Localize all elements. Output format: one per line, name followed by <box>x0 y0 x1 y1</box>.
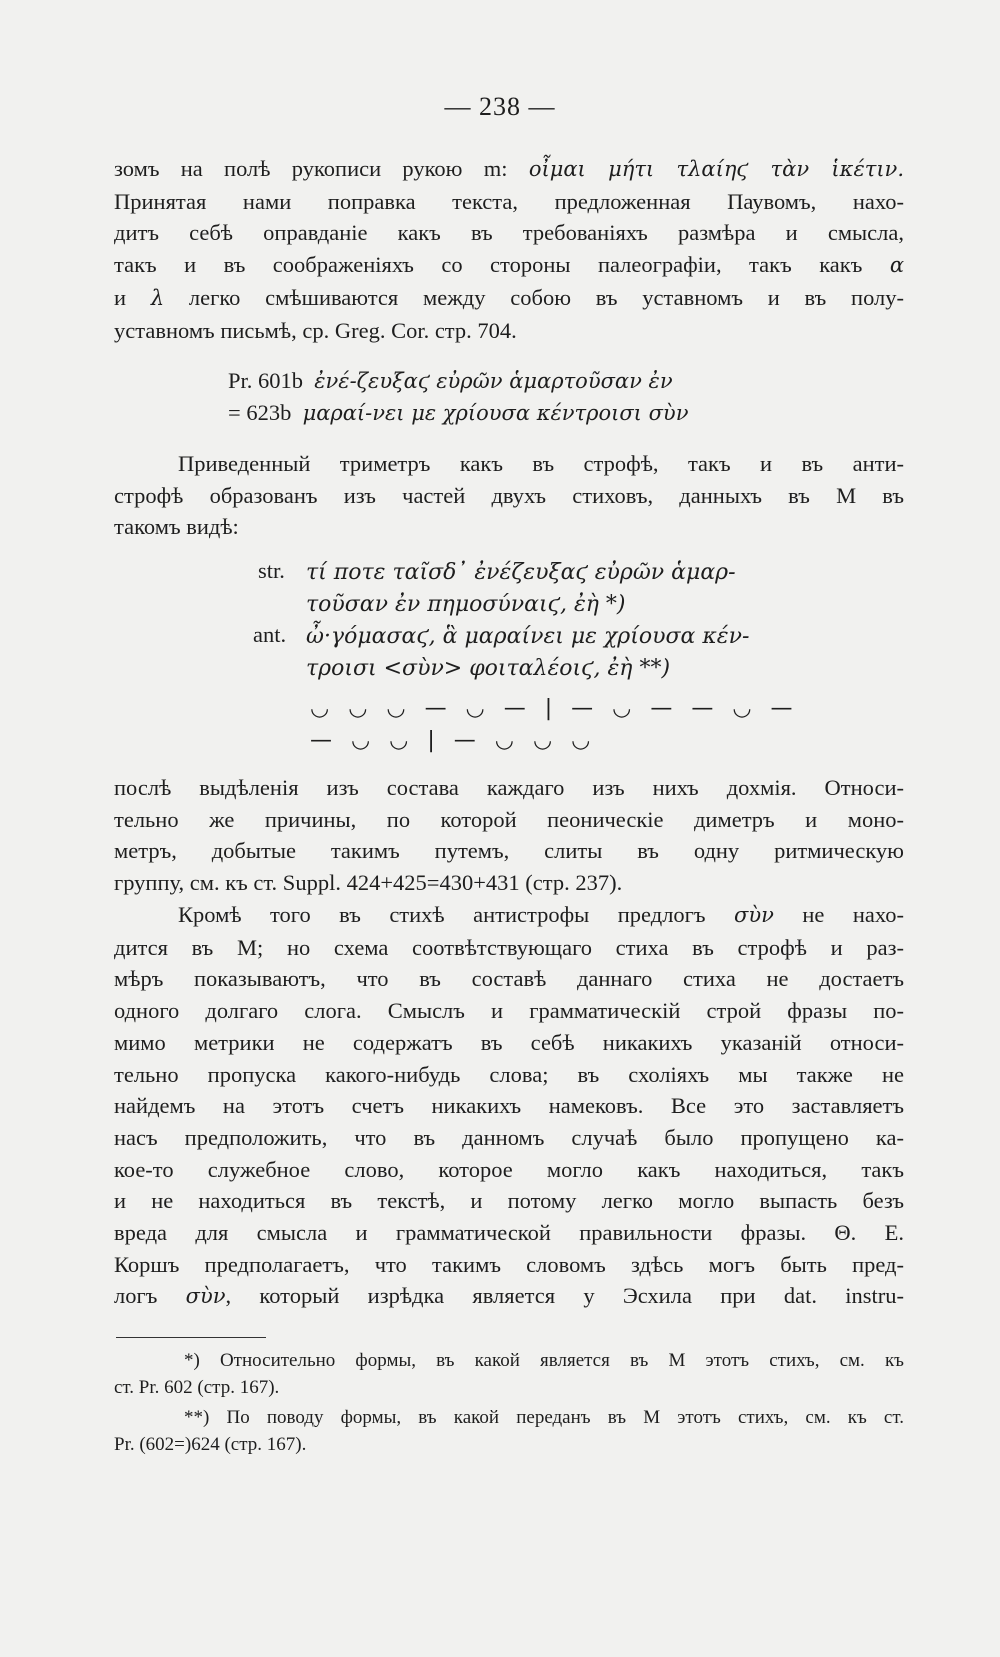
footnote-line: ст. Pr. 602 (стр. 167). <box>114 1377 280 1398</box>
footnote-line: *) Относительно формы, въ какой является въ М этотъ стихъ, см. къ <box>184 1350 904 1371</box>
footnote-line: **) По поводу формы, въ какой переданъ въ М этотъ стихъ, см. къ ст. <box>184 1407 904 1428</box>
text-line: и не находиться въ текстѣ, и потому легко могло выпасть безъ <box>114 1188 904 1214</box>
greek-text: σὺν <box>185 1284 226 1309</box>
text-line: найдемъ на этотъ счетъ никакихъ намековъ. Все это заставляетъ <box>114 1093 904 1119</box>
text-line: Коршъ предполагаетъ, что такимъ словомъ здѣсь могъ быть пред- <box>114 1251 904 1277</box>
line-text: не нахо- <box>773 902 904 927</box>
verse-label-str: str. <box>258 558 285 583</box>
line-text: логъ <box>114 1283 186 1309</box>
verse-ant-line-2: τροισι <σὺν> φοιταλέοιϛ, ἐὴ **) <box>306 656 671 681</box>
paragraph-1 <box>114 153 904 346</box>
text-line: строфѣ образованъ изъ частей двухъ стиховъ, данныхъ въ М въ <box>114 482 904 508</box>
text-line <box>114 153 904 186</box>
text-line: уставномъ письмѣ, ср. Greg. Cor. стр. 704. <box>114 317 517 343</box>
text-line: мѣръ показываютъ, что въ составѣ даннаго стиха не достаетъ <box>114 966 904 992</box>
line-text: такъ и въ соображеніяхъ со стороны палеографіи, такъ какъ <box>114 252 890 278</box>
line-text: зомъ на полѣ рукописи рукою m: <box>114 156 529 181</box>
verse-label-ant: ant. <box>253 622 287 647</box>
text-line <box>114 899 904 932</box>
text-line: дитъ себѣ оправданіе какъ въ требованіяхъ размѣра и смысла, <box>114 220 904 246</box>
text-line <box>114 1280 904 1313</box>
paragraph-2 <box>114 448 904 543</box>
footnote-line: Pr. (602=)624 (стр. 167). <box>114 1434 307 1455</box>
greek-text: μαραί-νει με χρίουσα κέντροισι σὺν <box>302 401 689 425</box>
text-line: группу, см. къ ст. Suppl. 424+425=430+431 (стр. 237). <box>114 870 623 896</box>
text-line: Принятая нами поправка текста, предложенная Паувомъ, нахо- <box>114 188 904 214</box>
greek-text: λ <box>150 285 165 310</box>
metre-scheme-1: ◡ ◡ ◡ — ◡ — | — ◡ — — ◡ — <box>310 696 799 721</box>
text-line: мимо метрики не содержатъ въ себѣ никакихъ указаній относи- <box>114 1029 904 1055</box>
greek-text: ἐνέ-ζευξαϛ εὐρῶν ἁμαρτοῦσαν ἐν <box>314 369 673 393</box>
greek-text: σὺν <box>734 903 774 927</box>
text-line: Приведенный триметръ какъ въ строфѣ, такъ и въ анти- <box>178 451 904 476</box>
line-text: легко смѣшиваются между собою въ уставномъ и въ полу- <box>164 284 904 310</box>
text-line: послѣ выдѣленія изъ состава каждаго изъ нихъ дохмія. Относи- <box>114 775 904 800</box>
text-line <box>114 282 904 315</box>
citation-label: = 623b <box>228 400 292 425</box>
citation-label: Pr. 601b <box>228 368 304 393</box>
greek-text: οἶμαι μήτι τλαίηϛ τὰν ἱκέτιν. <box>528 157 905 181</box>
metre-scheme-2: — ◡ ◡ | — ◡ ◡ ◡ <box>310 728 597 753</box>
text-line: метръ, добытые такимъ путемъ, слиты въ одну ритмическую <box>114 838 904 864</box>
text-line <box>114 249 904 282</box>
page-number: — 238 — <box>444 92 556 121</box>
verse-str-line-2: τοῦσαν ἐν πημοσύναιϛ, ἐὴ *) <box>306 592 626 617</box>
greek-text: α <box>889 253 904 278</box>
line-text: , который изрѣдка является у Эсхила при dat. instru- <box>225 1283 905 1309</box>
text-line: кое-то служебное слово, которое могло какъ находиться, такъ <box>114 1156 904 1182</box>
paragraph-3 <box>114 772 904 899</box>
text-line: такомъ видѣ: <box>114 514 239 540</box>
footnote-2 <box>114 1404 904 1458</box>
line-text: Кромѣ того въ стихѣ антистрофы предлогъ <box>178 902 734 927</box>
text-line: тельно пропуска какого-нибудь слова; въ схоліяхъ мы также не <box>114 1061 904 1087</box>
line-text: и <box>114 284 151 310</box>
footnote-1 <box>114 1347 904 1401</box>
text-line: одного долгаго слога. Смыслъ и грамматическій строй фразы по- <box>114 998 904 1024</box>
citation-line-1 <box>228 368 673 394</box>
citation-line-2 <box>228 400 688 426</box>
text-line: вреда для смысла и грамматической правильности фразы. Θ. Е. <box>114 1220 904 1246</box>
footnote-divider <box>116 1337 266 1338</box>
verse-str-line-1: τί ποτε ταῖσδ᾽ ἐνέζευξαϛ εὐρῶν ἁμαρ- <box>306 560 736 585</box>
paragraph-4 <box>114 899 904 1313</box>
text-line: насъ предположить, что въ данномъ случаѣ было пропущено ка- <box>114 1124 904 1150</box>
text-line: дится въ М; но схема соотвѣтствующаго стиха въ строфѣ и раз- <box>114 934 904 960</box>
verse-ant-line-1: ὦ·γόμασαϛ, ἃ μαραίνει με χρίουσα κέν- <box>306 624 750 649</box>
text-line: тельно же причины, по которой пеоническіе диметръ и моно- <box>114 806 904 832</box>
